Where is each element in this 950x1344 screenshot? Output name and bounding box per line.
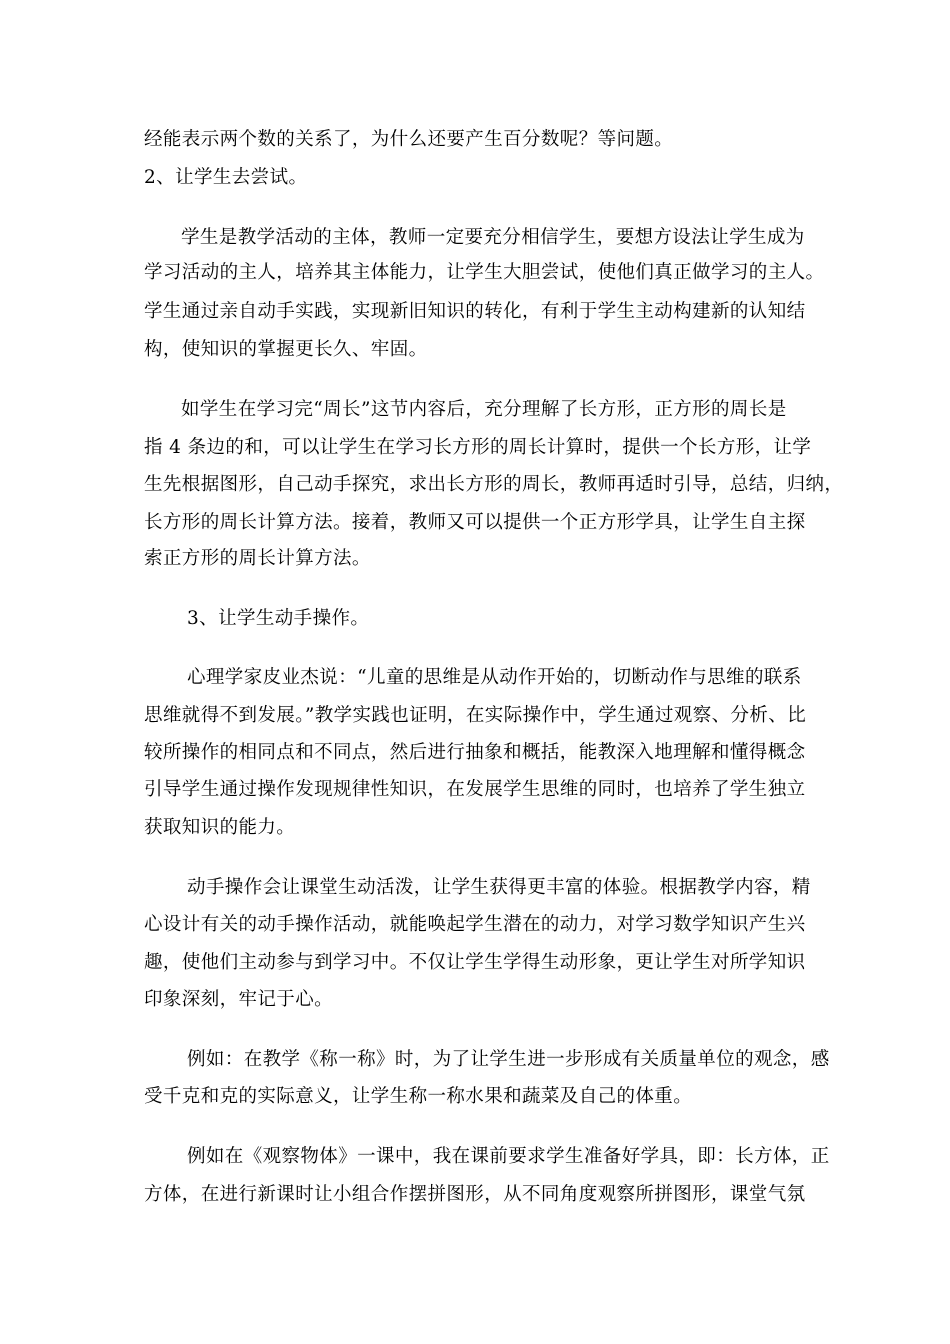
- text-line: 学生是教学活动的主体，教师一定要充分相信学生，要想方设法让学生成为: [181, 227, 805, 248]
- section-heading: 2、让学生去尝试。: [144, 167, 308, 188]
- text-line: 学生通过亲自动手实践，实现新旧知识的转化，有利于学生主动构建新的认知结: [144, 301, 806, 322]
- text-line: 经能表示两个数的关系了，为什么还要产生百分数呢？等问题。: [144, 129, 674, 150]
- text-line: 心理学家皮业杰说：“儿童的思维是从动作开始的，切断动作与思维的联系: [187, 667, 802, 688]
- text-line: 索正方形的周长计算方法。: [144, 548, 371, 569]
- text-line: 例如在《观察物体》一课中，我在课前要求学生准备好学具，即：长方体，正: [187, 1146, 830, 1167]
- text-line: 构，使知识的掌握更长久、牢固。: [144, 339, 428, 360]
- text-line: 较所操作的相同点和不同点，然后进行抽象和概括，能教深入地理解和懂得概念: [144, 742, 806, 763]
- text-line: 心设计有关的动手操作活动，就能唤起学生潜在的动力，对学习数学知识产生兴: [144, 914, 806, 935]
- text-line: 学习活动的主人，培养其主体能力，让学生大胆尝试，使他们真正做学习的主人。: [144, 262, 825, 283]
- text-line: 指 4 条边的和，可以让学生在学习长方形的周长计算时，提供一个长方形，让学: [144, 437, 812, 458]
- text-line: 长方形的周长计算方法。接着，教师又可以提供一个正方形学具，让学生自主探: [144, 512, 806, 533]
- text-line: 生先根据图形，自己动手探究，求出长方形的周长，教师再适时引导，总结，归纳，: [144, 474, 844, 495]
- text-line: 方体，在进行新课时让小组合作摆拼图形，从不同角度观察所拼图形，课堂气氛: [144, 1184, 806, 1205]
- text-line: 获取知识的能力。: [144, 817, 296, 838]
- text-line: 如学生在学习完“周长”这节内容后，充分理解了长方形，正方形的周长是: [181, 399, 787, 420]
- text-line: 趣，使他们主动参与到学习中。不仅让学生学得生动形象，更让学生对所学知识: [144, 952, 806, 973]
- text-line: 受千克和克的实际意义，让学生称一称水果和蔬菜及自己的体重。: [144, 1086, 693, 1107]
- section-heading: 3、让学生动手操作。: [187, 608, 370, 629]
- text-line: 思维就得不到发展。”教学实践也证明，在实际操作中，学生通过观察、分析、比: [144, 705, 807, 726]
- text-line: 动手操作会让课堂生动活泼，让学生获得更丰富的体验。根据教学内容，精: [187, 877, 811, 898]
- text-line: 引导学生通过操作发现规律性知识，在发展学生思维的同时，也培养了学生独立: [144, 779, 806, 800]
- text-line: 印象深刻，牢记于心。: [144, 989, 334, 1010]
- text-line: 例如：在教学《称一称》时，为了让学生进一步形成有关质量单位的观念，感: [187, 1049, 830, 1070]
